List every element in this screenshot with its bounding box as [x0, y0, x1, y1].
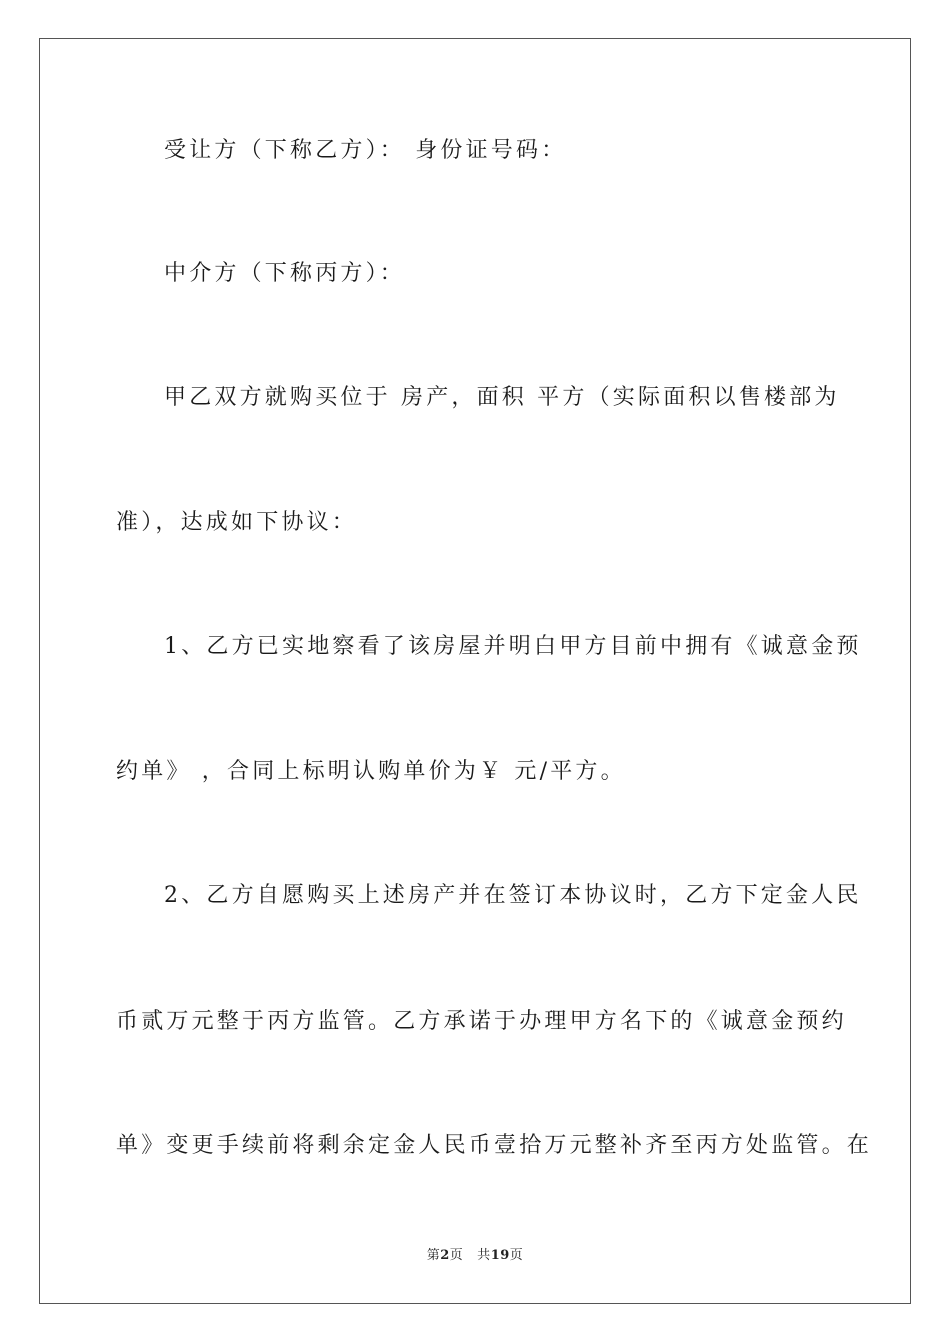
text-line-3: 甲乙双方就购买位于 房产，面积 平方（实际面积以售楼部为 — [164, 385, 840, 410]
text-line-7: 2、乙方自愿购买上述房产并在签订本协议时，乙方下定金人民 — [164, 883, 862, 908]
text-line-2: 中介方（下称丙方）： — [164, 261, 406, 286]
text-line-9: 单》变更手续前将剩余定金人民币壹拾万元整补齐至丙方处监管。在 — [116, 1133, 873, 1158]
footer-page-suffix: 页 — [449, 1248, 464, 1263]
text-line-1: 受让方（下称乙方）： 身份证号码： — [164, 138, 567, 163]
footer-page-number: 2 — [440, 1248, 450, 1263]
text-line-4: 准），达成如下协议： — [116, 510, 358, 535]
text-line-8: 币贰万元整于丙方监管。乙方承诺于办理甲方名下的《诚意金预约 — [116, 1009, 847, 1034]
text-line-5: 1、乙方已实地察看了该房屋并明白甲方目前中拥有《诚意金预 — [164, 634, 862, 659]
footer-total-suffix: 页 — [509, 1248, 524, 1263]
text-line-6: 约单》 ，合同上标明认购单价为￥ 元/平方。 — [116, 759, 626, 784]
footer-page-prefix: 第 — [426, 1248, 441, 1263]
page-footer — [0, 1244, 950, 1263]
page-border — [39, 38, 911, 1304]
footer-total-prefix: 共 — [477, 1248, 491, 1263]
footer-total-pages: 19 — [490, 1248, 510, 1263]
